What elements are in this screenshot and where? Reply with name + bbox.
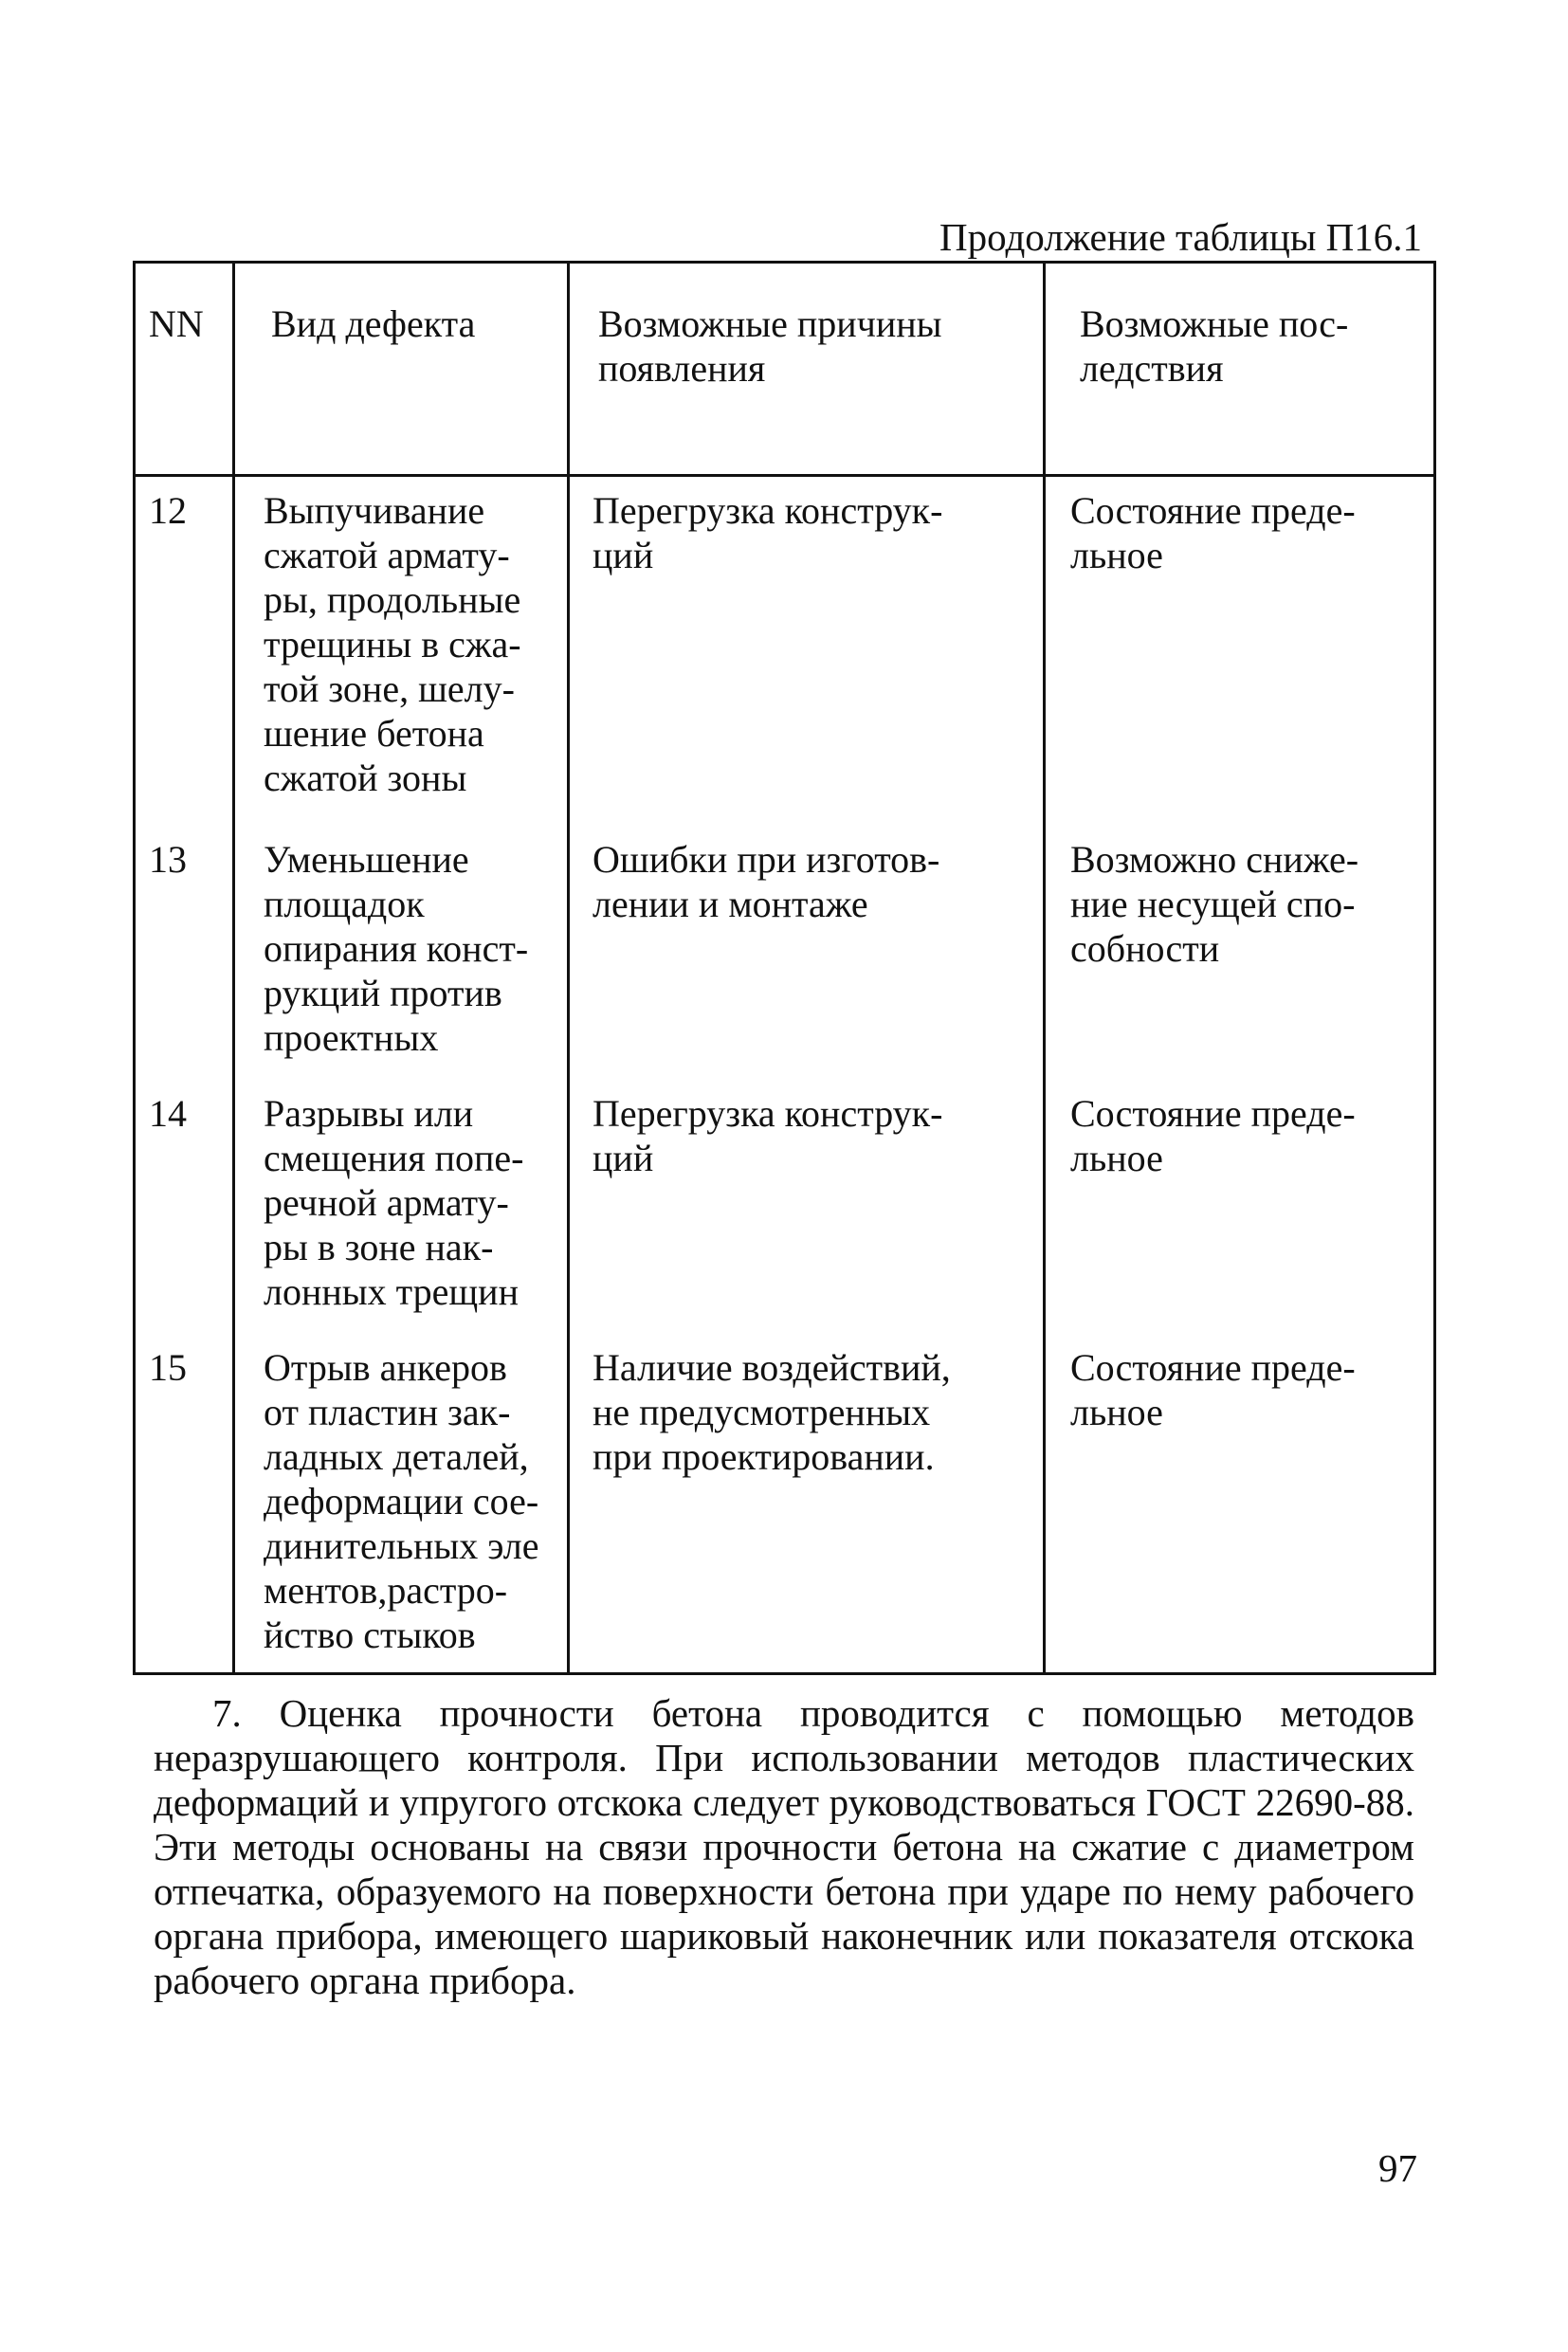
row-cause: Перегрузка конструк- ций [569, 476, 1045, 827]
row-number: 14 [135, 1080, 234, 1334]
row-cause: Перегрузка конструк- ций [569, 1080, 1045, 1334]
body-paragraph [154, 1691, 1414, 2003]
page-number: 97 [1378, 2146, 1417, 2190]
defects-table [133, 261, 1436, 1675]
row-number: 12 [135, 476, 234, 827]
row-defect: Отрыв анкеров от пластин зак- ладных деталей, деформации сое- динительных эле ментов,растро- йство стыков [234, 1334, 569, 1674]
row-consequence: Состояние преде- льное [1045, 1080, 1435, 1334]
row-defect: Выпучивание сжатой армату- ры, продольные трещины в сжа- той зоне, шелу- шение бетона сжатой зоны [234, 476, 569, 827]
header-defect-type: Вид дефекта [234, 263, 569, 476]
table-header-row [135, 263, 1435, 476]
row-defect: Разрывы или смещения попе- речной армату- ры в зоне нак- лонных трещин [234, 1080, 569, 1334]
paragraph-text: 7. Оценка прочности бетона проводится с помощью методов неразрушающего контроля. При использовании методов пластических деформаций и упругого отскока следует руководствоваться ГОСТ 22690-88. Эти методы основаны на связи прочности бетона на сжатие с диаметром отпечатка, образуемого на поверхности бетона при ударе по нему рабочего органа прибора, имеющего шариковый наконечник или показателя отскока рабочего органа прибора. [154, 1691, 1414, 2002]
table-row [135, 826, 1435, 1080]
header-possible-causes: Возможные причины появления [569, 263, 1045, 476]
header-possible-consequences: Возможные пос- ледствия [1045, 263, 1435, 476]
row-number: 15 [135, 1334, 234, 1674]
row-consequence: Возможно сниже- ние несущей спо- собности [1045, 826, 1435, 1080]
row-consequence: Состояние преде- льное [1045, 1334, 1435, 1674]
row-consequence: Состояние преде- льное [1045, 476, 1435, 827]
row-defect: Уменьшение площадок опирания конст- рукций против проектных [234, 826, 569, 1080]
table-row [135, 1334, 1435, 1674]
row-cause: Ошибки при изготов- лении и монтаже [569, 826, 1045, 1080]
row-number: 13 [135, 826, 234, 1080]
table-row [135, 1080, 1435, 1334]
table-row [135, 476, 1435, 827]
header-number: NN [135, 263, 234, 476]
row-cause: Наличие воздействий, не предусмотренных при проектировании. [569, 1334, 1045, 1674]
table-caption: Продолжение таблицы П16.1 [939, 215, 1422, 259]
